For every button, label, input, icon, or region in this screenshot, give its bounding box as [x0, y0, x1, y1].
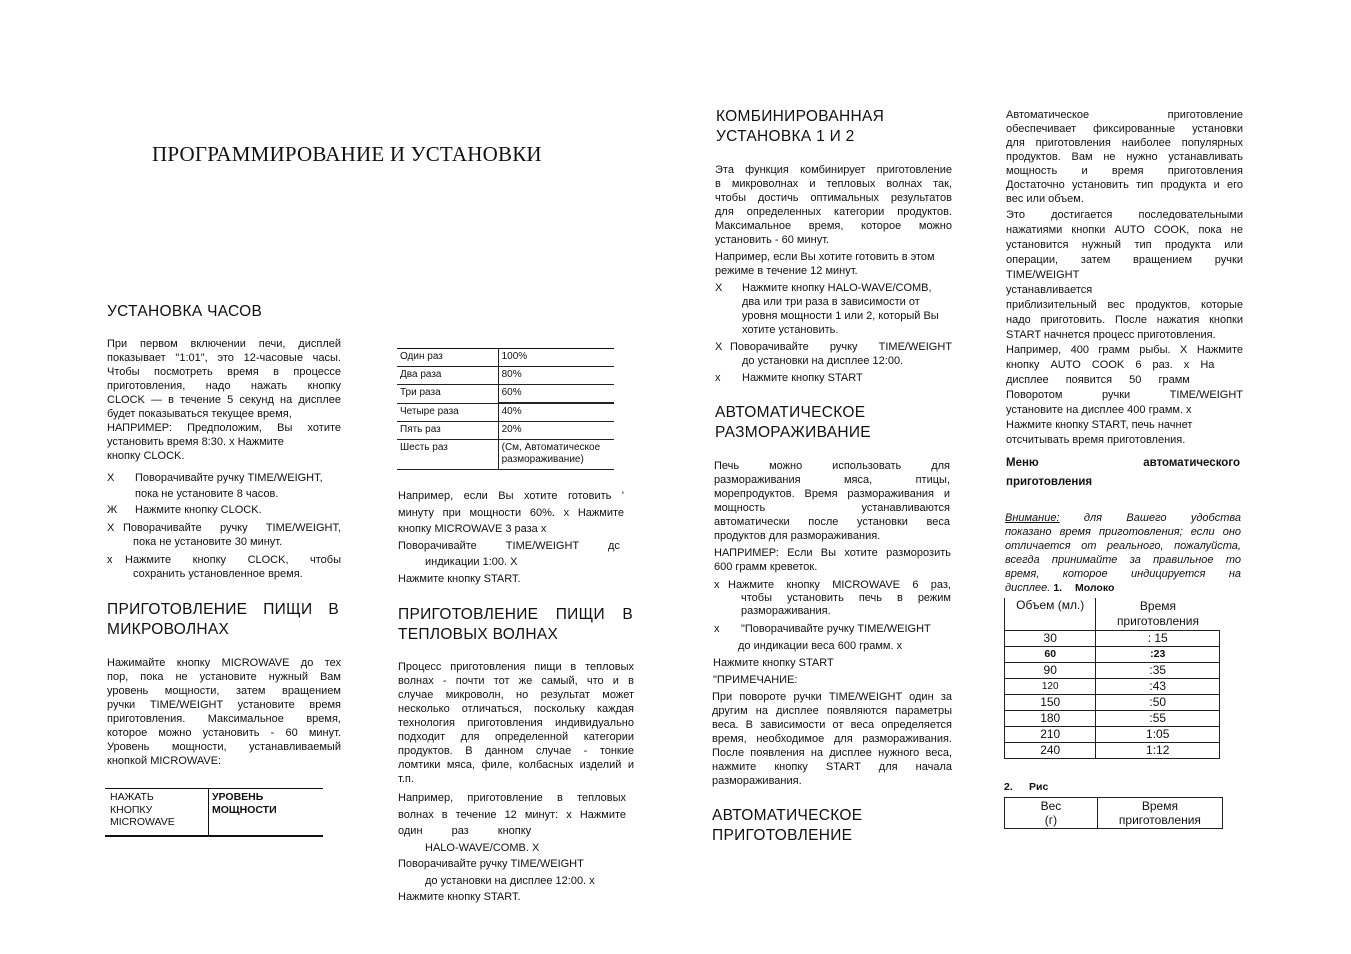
bullet: x [714, 623, 720, 635]
text-line: волнах в течение 12 минут: х Нажмите [398, 808, 626, 821]
text-line: кнопку AUTO COOK 6 раз. х На [1006, 359, 1215, 371]
text-line: минуту при мощности 60%. х Нажмите [398, 506, 624, 519]
text-line: автоматически после установки веса [714, 516, 950, 528]
table-cell: 60 [1005, 647, 1096, 663]
clock-intro [107, 337, 341, 463]
defrost-heading [715, 403, 871, 443]
text-line: продуктов для размораживания. [714, 530, 881, 542]
text-line: Нажимайте кнопку MICROWAVE до тех [107, 657, 341, 669]
text-line: для определенных категории продуктов. [715, 206, 952, 218]
text-line: Например, 400 грамм рыбы. X Нажмите [1006, 344, 1243, 356]
list-item [107, 503, 341, 521]
header-line: Вес [1040, 799, 1062, 813]
text-line: Нажмите кнопку START, печь начнет [1006, 419, 1193, 431]
heading-line: Меню автоматического [1006, 457, 1240, 469]
table-row [397, 403, 614, 422]
table-cell: 30 [1005, 631, 1096, 647]
table-row [397, 367, 614, 385]
table-cell: Три раза [397, 385, 498, 404]
table-cell: :35 [1096, 663, 1220, 679]
heading-line: МИКРОВОЛНАХ [107, 621, 230, 638]
text-line: Максимальное время, которое можно [715, 220, 952, 232]
text-line: приблизительный вес продуктов, которые [1006, 299, 1243, 311]
text-line: морепродуктов. Время размораживания и [714, 488, 950, 500]
text-line: дисплее. [1005, 582, 1051, 594]
step-line: чтобы установить печь в режим [741, 592, 951, 604]
list-item [715, 371, 952, 387]
text-line: всегда принимайте за правильное то [1005, 554, 1241, 566]
table-row [1005, 631, 1220, 647]
text-line: операции, затем вращением ручки [1006, 254, 1243, 266]
bullet: Ж [107, 504, 118, 516]
step-line: Нажмите кнопку HALO-WAVE/COMB, [742, 282, 932, 294]
text-line: нажмите кнопку START для начала [712, 761, 952, 773]
attention-last-line [1005, 581, 1241, 595]
text-line: веса. В зависимости от веса определяется [712, 719, 952, 731]
table-cell: Два раза [397, 367, 498, 385]
text-line: Процесс приготовления пищи в тепловых [398, 661, 634, 673]
table-row [397, 422, 614, 440]
text-line: Уровень мощности, устанавливаемый [107, 741, 341, 753]
bullet: x [107, 554, 113, 566]
text-line: режиме в течение 12 минут. [715, 265, 858, 277]
table-divider [208, 788, 209, 836]
heading-line: ТЕПЛОВЫХ ВОЛНАХ [398, 626, 559, 643]
text-line: размораживания. [712, 775, 802, 787]
table-cell: 80% [498, 367, 614, 385]
text-line: другим на дисплее появляются параметры [712, 705, 952, 717]
text-line: Нажмите кнопку START. [398, 572, 521, 585]
list-item [714, 622, 951, 656]
text-line: приготовления. Максимальное время, [107, 713, 341, 725]
step-text: Нажмите кнопку CLOCK. [135, 504, 262, 516]
text-line: показывает "1:01", это 12-часовые часы. [107, 352, 341, 364]
heat-heading [398, 605, 633, 645]
text-line: для Вашего удобства [1083, 512, 1241, 524]
table-row [1005, 695, 1220, 711]
text-line: продуктов. Вам не нужно устанавливать [1006, 151, 1243, 163]
table-cell: :43 [1096, 679, 1220, 695]
clock-heading: УСТАНОВКА ЧАСОВ [107, 303, 263, 320]
bullet: X [107, 522, 115, 534]
step-line: хотите установить. [742, 324, 839, 336]
heading-line: АВТОМАТИЧЕСКОЕ [715, 404, 866, 421]
text-line: После появления на дисплее нужного веса, [712, 747, 952, 759]
note-text [712, 690, 952, 788]
text-line: установить время 8:30. х Нажмите [107, 436, 284, 448]
text-line: продуктов. В данном случае - тонкие [398, 745, 634, 757]
step-line: два или три раза в зависимости от [742, 296, 920, 308]
table-header-row [1005, 798, 1223, 829]
text-line: Печь можно использовать для [714, 460, 950, 472]
text-line: время, которое индицируется на [1005, 568, 1241, 580]
text-line: обеспечивает фиксированные установки [1006, 123, 1243, 135]
table-header-level [212, 791, 277, 816]
combo-steps [715, 281, 952, 387]
note-label: "ПРИМЕЧАНИЕ: [713, 674, 798, 686]
table-rule [105, 835, 323, 837]
text-line: Например, если Вы хотите готовить в этом [715, 251, 935, 263]
header-line: Время [1141, 799, 1178, 813]
text-line: которое можно установить - 60 минут. [107, 727, 341, 739]
text-line: вес или объем. [1006, 193, 1084, 205]
header-line: КНОПКУ [110, 803, 153, 816]
text-line: Например, если Вы хотите готовить ' [398, 490, 624, 502]
header-line: Время [1139, 599, 1177, 613]
step-text [742, 281, 939, 337]
list-item [107, 553, 341, 585]
text-line: случае микроволн, но результат может [398, 689, 634, 701]
table-row [397, 385, 614, 404]
text-line: Это достигается последовательными [1006, 209, 1243, 221]
table-cell: :50 [1096, 695, 1220, 711]
text-line: размораживания мяса, птицы, [714, 474, 950, 486]
table-cell: 120 [1005, 679, 1096, 695]
step-text: пока не установите 30 минут. [133, 536, 283, 548]
text-line: Поворотом ручки TIME/WEIGHT [1006, 389, 1243, 401]
table-cell: 100% [498, 349, 614, 367]
text-line: Например, приготовление в тепловых [398, 792, 626, 804]
table-cell: 40% [498, 403, 614, 422]
text-line: до установки на дисплее 12:00. х [425, 874, 595, 887]
table-cell: 180 [1005, 711, 1096, 727]
text-line: чтобы достичь оптимальных результатов [715, 192, 952, 204]
table-cell: (См, Автоматическое размораживание) [498, 440, 614, 470]
table-header-cell [1097, 798, 1222, 829]
clock-steps [107, 471, 341, 585]
text-line: START начнется процесс приготовления. [1006, 329, 1216, 341]
text-line: установить - 60 минут. [715, 234, 830, 246]
table-row [397, 349, 614, 367]
rice-table [1004, 797, 1223, 829]
step-text: Поворачивайте ручку TIME/WEIGHT, [123, 522, 341, 534]
header-line: НАЖАТЬ [110, 791, 154, 803]
text-line: дисплее появится 50 грамм [1006, 374, 1190, 386]
text-line: При первом включении печи, дисплей [107, 338, 341, 350]
step-line: уровня мощности 1 или 2, который Вы [742, 310, 939, 322]
defrost-start: Нажмите кнопку START [713, 657, 834, 669]
text-line: Нажмите кнопку START. [398, 891, 521, 903]
text-line: кнопкой MICROWAVE: [107, 755, 222, 767]
bullet: X [107, 472, 115, 484]
header-line: MICROWAVE [110, 816, 175, 828]
heading-line: ПРИГОТОВЛЕНИЕ [712, 827, 853, 844]
bullet: X [715, 282, 723, 294]
table-cell: 240 [1005, 743, 1096, 759]
text-line: волнах - почти тот же самый, что и в [398, 675, 634, 687]
text-line: показано время приготовления; если оно [1005, 526, 1241, 538]
text-line: надо приготовить. После нажатия кнопки [1006, 314, 1243, 326]
list-item [107, 471, 341, 503]
step-line: до установки на дисплее 12:00. [742, 355, 904, 367]
table-cell: Пять раз [397, 422, 498, 440]
text-line: Поворачивайте TIME/WEIGHT дс [398, 539, 620, 552]
text-line: кнопку MICROWAVE 3 раза х [398, 523, 547, 535]
combo-heading [716, 107, 884, 147]
table-cell: 90 [1005, 663, 1096, 679]
mw-heading [107, 600, 339, 640]
step-line: Нажмите кнопку START [742, 372, 863, 384]
text-line: уровень мощности, затем вращением [107, 685, 341, 697]
header-line: МОЩНОСТИ [212, 803, 277, 816]
heading-line: ПРИГОТОВЛЕНИЕ ПИЩИ В [107, 601, 339, 618]
table-row [397, 440, 614, 470]
text-line: ломтики мяса, филе, колбасных изделий и [398, 759, 634, 771]
text-line: установится нужный тип продукта или [1006, 239, 1243, 251]
table-header-cell: Объем (мл.) [1005, 598, 1096, 631]
step-text: Нажмите кнопку CLOCK, чтобы [125, 554, 341, 566]
text-line: При повороте ручки TIME/WEIGHT один за [712, 691, 952, 703]
text-line: будет показываться текущее время, [107, 408, 292, 420]
defrost-steps [714, 578, 951, 656]
text-line: Достаточно установить тип продукта и его [1006, 179, 1243, 191]
table-cell: Шесть раз [397, 440, 498, 470]
text-line: мощность и время приготовления [1006, 165, 1243, 177]
header-line: УРОВЕНЬ [212, 791, 264, 803]
rice-number: 2. [1004, 781, 1013, 793]
attention-first-line [1005, 511, 1241, 525]
table-row [1005, 727, 1220, 743]
milk-label: 1. Молоко [1053, 582, 1115, 594]
table-cell: :55 [1096, 711, 1220, 727]
heading-line: УСТАНОВКА 1 И 2 [716, 128, 855, 145]
table-cell: Четыре раза [397, 403, 498, 422]
defrost-example [714, 546, 951, 574]
step-line: "Поворачивайте ручку TIME/WEIGHT [741, 623, 931, 635]
attention-label: Внимание: [1005, 512, 1060, 524]
text-line: ручки TIME/WEIGHT установите время [107, 699, 341, 711]
text-line: пор, пока не установите нужный Вам [107, 671, 341, 683]
list-item [715, 281, 952, 340]
text-line: отличается от реального, пожалуйста, [1005, 540, 1241, 552]
bullet: X [715, 341, 723, 353]
table-cell: 20% [498, 422, 614, 440]
table-row [1005, 663, 1220, 679]
text-line: НАПРИМЕР: Если Вы хотите разморозить [714, 547, 951, 559]
table-cell: : 15 [1096, 631, 1220, 647]
power-example [398, 488, 624, 587]
table-rule [105, 788, 323, 789]
heading-line: ПРИГОТОВЛЕНИЕ ПИЩИ В [398, 606, 633, 623]
table-cell: 1:12 [1096, 743, 1220, 759]
table-row [1005, 743, 1220, 759]
autocook-text-2 [1006, 208, 1243, 448]
heading-line: КОМБИНИРОВАННАЯ [716, 108, 885, 125]
text-line: один раз кнопку [398, 825, 532, 837]
table-row [1005, 711, 1220, 727]
text-line: НАПРИМЕР: Предположим, Вы хотите [107, 422, 341, 434]
heat-text [398, 660, 634, 786]
page-title: ПРОГРАММИРОВАНИЕ И УСТАНОВКИ [152, 142, 542, 166]
header-line: приготовления [1118, 813, 1201, 827]
text-line: подходит для определенной категории [398, 731, 634, 743]
table-header-cell [1096, 598, 1220, 631]
power-level-table [397, 349, 614, 470]
table-header-row [1005, 598, 1220, 631]
table-cell: Один раз [397, 349, 498, 367]
text-line: время, необходимое для размораживания. [712, 733, 952, 745]
list-item [715, 340, 952, 371]
step-line: до индикации веса 600 грамм. х [738, 640, 903, 652]
list-item [714, 578, 951, 622]
text-line: приготовления, надо нажать кнопку [107, 380, 341, 392]
step-line: Нажмите кнопку MICROWAVE 6 раз, [728, 579, 951, 591]
list-item [107, 521, 341, 553]
step-text: пока не установите 8 часов. [135, 488, 279, 500]
text-line: в микроволнах и тепловых волнах так, [715, 178, 952, 190]
table-cell: 60% [498, 385, 614, 404]
table-header-press [110, 791, 175, 829]
step-text: сохранить установленное время. [133, 568, 303, 580]
text-line: Поворачивайте ручку TIME/WEIGHT [398, 858, 584, 870]
text-line: Чтобы посмотреть время в процессе [107, 366, 341, 378]
milk-table [1004, 598, 1220, 759]
table-cell: 210 [1005, 727, 1096, 743]
text-line: Эта функция комбинирует приготовление [715, 164, 952, 176]
text-line: мощность устанавливаются [714, 502, 950, 514]
text-line: для приготовления наиболее популярных [1006, 137, 1243, 149]
autocook-text [1006, 108, 1243, 206]
header-line: (г) [1044, 813, 1058, 827]
header-line: приготовления [1116, 614, 1199, 628]
combo-example [715, 250, 952, 278]
table-row [1005, 647, 1220, 663]
text-line: Автоматическое приготовление [1006, 109, 1243, 121]
step-line: размораживания. [741, 605, 831, 617]
heading-line: РАЗМОРАЖИВАНИЕ [715, 424, 871, 441]
text-line: установите на дисплее 400 грамм. х [1006, 404, 1192, 416]
bullet: x [714, 579, 720, 591]
bullet: x [715, 372, 721, 384]
heading-line: АВТОМАТИЧЕСКОЕ [712, 807, 863, 824]
text-line: CLOCK — в течение 5 секунд на дисплее [107, 394, 341, 406]
rice-label: Рис [1029, 781, 1049, 793]
mw-text [107, 656, 341, 768]
table-row [1005, 679, 1220, 695]
text-line: несколько отличаться, поскольку каждая [398, 703, 634, 715]
text-line: нажатиями кнопки AUTO COOK, пока не [1006, 224, 1243, 236]
step-line: Поворачивайте ручку TIME/WEIGHT [730, 341, 952, 353]
heat-example [398, 790, 626, 906]
text-line: т.п. [398, 773, 414, 785]
menu-heading [1006, 454, 1240, 492]
step-text: Поворачивайте ручку TIME/WEIGHT, [135, 472, 323, 484]
combo-text [715, 163, 952, 247]
table-header-cell [1005, 798, 1098, 829]
text-line: кнопку CLOCK. [107, 450, 185, 462]
table-cell: 150 [1005, 695, 1096, 711]
text-line: технология приготовления индивидуально [398, 717, 634, 729]
text-line: 600 грамм креветок. [714, 561, 818, 573]
text-line: индикации 1:00. X [425, 556, 518, 568]
table-cell: :23 [1096, 647, 1220, 663]
text-line: HALO-WAVE/COMB. X [425, 841, 540, 854]
attention-note [1005, 511, 1241, 595]
defrost-text [714, 459, 950, 543]
table-cell: 1:05 [1096, 727, 1220, 743]
heading-line: приготовления [1006, 476, 1093, 488]
text-line: TIME/WEIGHT устанавливается [1006, 269, 1093, 296]
text-line: отсчитывать время приготовления. [1006, 434, 1186, 446]
autocook-heading [712, 806, 862, 846]
